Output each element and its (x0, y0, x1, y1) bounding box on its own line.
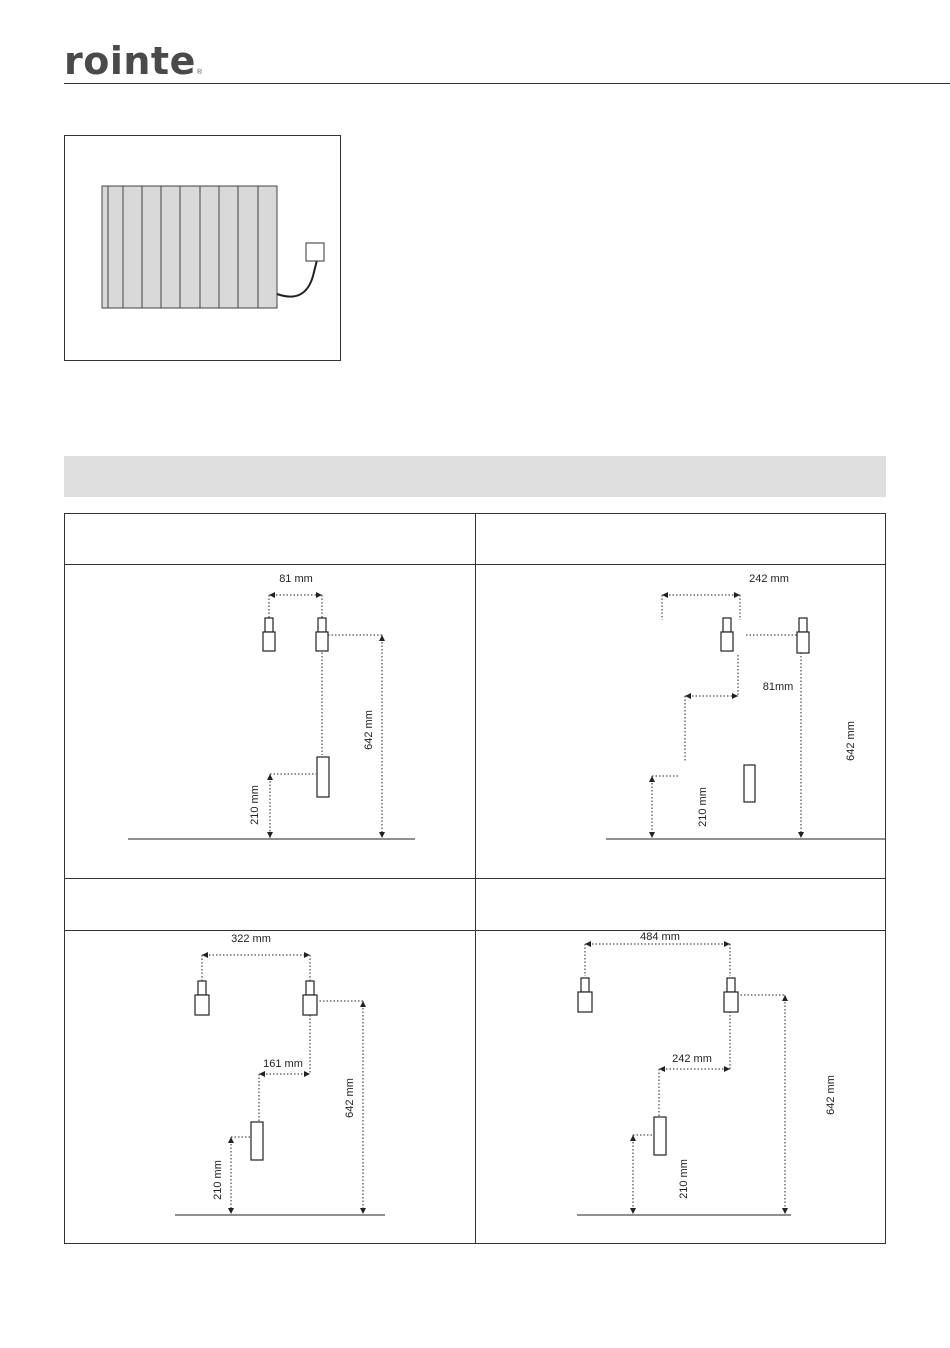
dimension-label-horizontal: 242 mm (749, 573, 789, 585)
dimension-label-height: 642 mm (845, 721, 857, 761)
brackets (721, 618, 809, 802)
dimension-label-offset: 161 mm (263, 1058, 303, 1070)
diagram-cell-2 (476, 565, 885, 878)
radiator-illustration (64, 135, 341, 361)
radiator-body (102, 186, 277, 308)
dimension-label-height: 642 mm (363, 710, 375, 750)
dimension-label-floor: 210 mm (697, 787, 709, 827)
brackets (578, 978, 738, 1155)
diagram-cell-1 (65, 565, 475, 878)
table-header-cell (476, 879, 885, 930)
dimension-label-horizontal: 484 mm (640, 931, 680, 943)
diagram-cell-3 (65, 931, 475, 1243)
brand-wordmark: rointe (64, 39, 196, 83)
diagram-cell-4 (476, 931, 885, 1243)
mounting-diagram-1 (65, 565, 475, 878)
brackets (195, 981, 317, 1160)
registered-mark: ® (196, 69, 203, 76)
power-cable (277, 260, 317, 297)
dimension-label-floor: 210 mm (678, 1159, 690, 1199)
table-header-cell (65, 514, 475, 564)
dimension-label-floor: 210 mm (249, 785, 261, 825)
table-header-cell (476, 514, 885, 564)
dimension-label-offset: 81mm (762, 681, 794, 693)
table-header-cell (65, 879, 475, 930)
header-divider (64, 83, 950, 84)
brackets (263, 618, 329, 797)
dimension-label-height: 642 mm (825, 1075, 837, 1115)
mounting-diagram-4 (476, 931, 885, 1243)
dimension-label-floor: 210 mm (212, 1160, 224, 1200)
mounting-diagram-2 (476, 565, 885, 878)
mounting-diagram-3 (65, 931, 475, 1243)
mounting-table (64, 513, 886, 1244)
dimension-label-height: 642 mm (344, 1078, 356, 1118)
dimension-label-horizontal: 81 mm (279, 573, 313, 585)
dimension-label-offset: 242 mm (672, 1053, 712, 1065)
dimension-label-horizontal: 322 mm (231, 933, 271, 945)
brand-logo (64, 39, 203, 83)
section-band (64, 456, 886, 497)
wall-socket (306, 243, 324, 261)
radiator-drawing (65, 136, 342, 362)
